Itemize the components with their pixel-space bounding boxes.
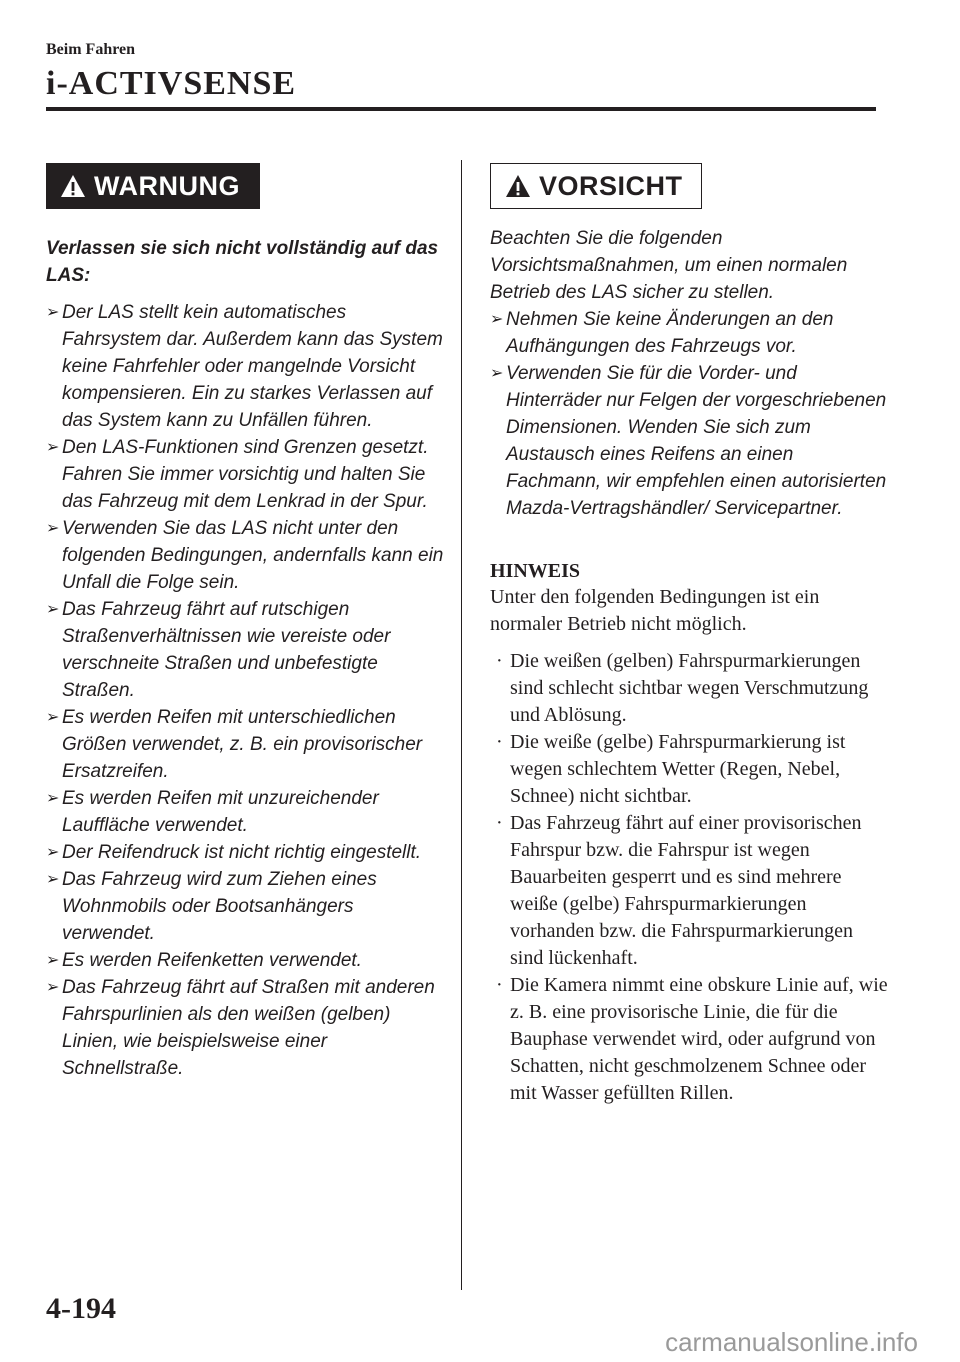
- header-rule: [46, 107, 876, 111]
- caution-label: VORSICHT: [539, 170, 683, 201]
- arrowhead-bullet-icon: ➢: [490, 365, 504, 382]
- note-list: [490, 648, 890, 1107]
- note-title: HINWEIS: [490, 560, 581, 582]
- warning-label-box: [46, 163, 260, 209]
- arrowhead-bullet-icon: ➢: [46, 844, 60, 861]
- warning-label: WARNUNG: [94, 170, 240, 201]
- warning-triangle-icon: [505, 174, 531, 198]
- arrowhead-bullet-icon: ➢: [46, 952, 60, 969]
- warning-list: [46, 299, 446, 596]
- caution-intro: Beachten Sie die folgenden Vorsichtsmaßnahmen, um einen normalen Betrieb des LAS sicher zu stellen.: [490, 228, 848, 303]
- list-item: ➢ Den LAS-Funktionen sind Grenzen gesetzt. Fahren Sie immer vorsichtig und halten Sie das Fahrzeug mit dem Lenkrad in der Spur.: [46, 434, 446, 515]
- caution-list: [490, 306, 890, 522]
- warning-triangle-icon: [60, 174, 86, 198]
- arrowhead-bullet-icon: ➢: [46, 709, 60, 726]
- list-item: ➢ Der LAS stellt kein automatisches Fahrsystem dar. Außerdem kann das System keine Fahrfehler oder mangelnde Vorsicht kompensieren. Ein zu starkes Verlassen auf das System kann zu Unfällen führen.: [46, 299, 446, 434]
- section-title: i-ACTIVSENSE: [46, 65, 297, 102]
- list-item: ➢ Das Fahrzeug fährt auf Straßen mit anderen Fahrspurlinien als den weißen (gelben) Linien, wie beispielsweise einer Schnellstraße.: [46, 974, 446, 1082]
- list-item: · Die weißen (gelben) Fahrspurmarkierungen sind schlecht sichtbar wegen Verschmutzung und Ablösung.: [496, 650, 869, 726]
- arrowhead-bullet-icon: ➢: [46, 520, 60, 537]
- arrowhead-bullet-icon: ➢: [46, 790, 60, 807]
- page-number: 4-194: [46, 1292, 116, 1325]
- arrowhead-bullet-icon: ➢: [46, 871, 60, 888]
- arrowhead-bullet-icon: ➢: [46, 439, 60, 456]
- arrowhead-bullet-icon: ➢: [46, 304, 60, 321]
- list-item: ➢ Verwenden Sie für die Vorder- und Hinterräder nur Felgen der vorgeschriebenen Dimensionen. Wenden Sie sich zum Austausch eines Reifens an einen Fachmann, wir empfehlen einen autorisierten Mazda-Vertragshändler/ Servicepartner.: [490, 360, 890, 522]
- watermark: carmanualsonline.info: [665, 1327, 918, 1357]
- list-item: ➢ Nehmen Sie keine Änderungen an den Aufhängungen des Fahrzeugs vor.: [490, 306, 890, 360]
- caution-label-box: [490, 163, 702, 209]
- list-item: ➢ Der Reifendruck ist nicht richtig eingestellt.: [46, 839, 446, 866]
- caution-section: [490, 163, 890, 1107]
- chapter-title: Beim Fahren: [46, 41, 136, 58]
- arrowhead-bullet-icon: ➢: [46, 601, 60, 618]
- list-item: ➢ Es werden Reifen mit unterschiedlichen Größen verwendet, z. B. ein provisorischer Ersatzreifen.: [46, 704, 446, 785]
- warning-sublist: [46, 596, 446, 1082]
- arrowhead-bullet-icon: ➢: [490, 311, 504, 328]
- warning-section: [46, 163, 446, 1082]
- list-item: ➢ Das Fahrzeug wird zum Ziehen eines Wohnmobils oder Bootsanhängers verwendet.: [46, 866, 446, 947]
- note-intro: Unter den folgenden Bedingungen ist ein normaler Betrieb nicht möglich.: [490, 586, 820, 635]
- warning-lead: Verlassen sie sich nicht vollständig auf das LAS:: [46, 238, 439, 286]
- column-divider: [461, 160, 462, 1290]
- page-header: [46, 40, 876, 104]
- list-item: ➢ Verwenden Sie das LAS nicht unter den folgenden Bedingungen, andernfalls kann ein Unfall die Folge sein.: [46, 515, 446, 596]
- list-item: · Die weiße (gelbe) Fahrspurmarkierung ist wegen schlechtem Wetter (Regen, Nebel, Schnee) nicht sichtbar.: [496, 731, 846, 807]
- list-item: ➢ Es werden Reifenketten verwendet.: [46, 947, 446, 974]
- list-item: · Die Kamera nimmt eine obskure Linie auf, wie z. B. eine provisorische Linie, die für die Bauphase verwendet wird, oder aufgrund von Schatten, nicht geschmolzenem Schnee oder mit Wasser gefüllten Rillen.: [496, 974, 888, 1104]
- list-item: ➢ Es werden Reifen mit unzureichender Lauffläche verwendet.: [46, 785, 446, 839]
- arrowhead-bullet-icon: ➢: [46, 979, 60, 996]
- list-item: · Das Fahrzeug fährt auf einer provisorischen Fahrspur bzw. die Fahrspur ist wegen Bauarbeiten gesperrt und es sind mehrere weiße (gelbe) Fahrspurmarkierungen vorhanden bzw. die Fahrspurmarkierungen sind lückenhaft.: [496, 812, 862, 969]
- list-item: ➢ Das Fahrzeug fährt auf rutschigen Straßenverhältnissen wie vereiste oder verschneite Straßen und unbefestigte Straßen.: [46, 596, 446, 704]
